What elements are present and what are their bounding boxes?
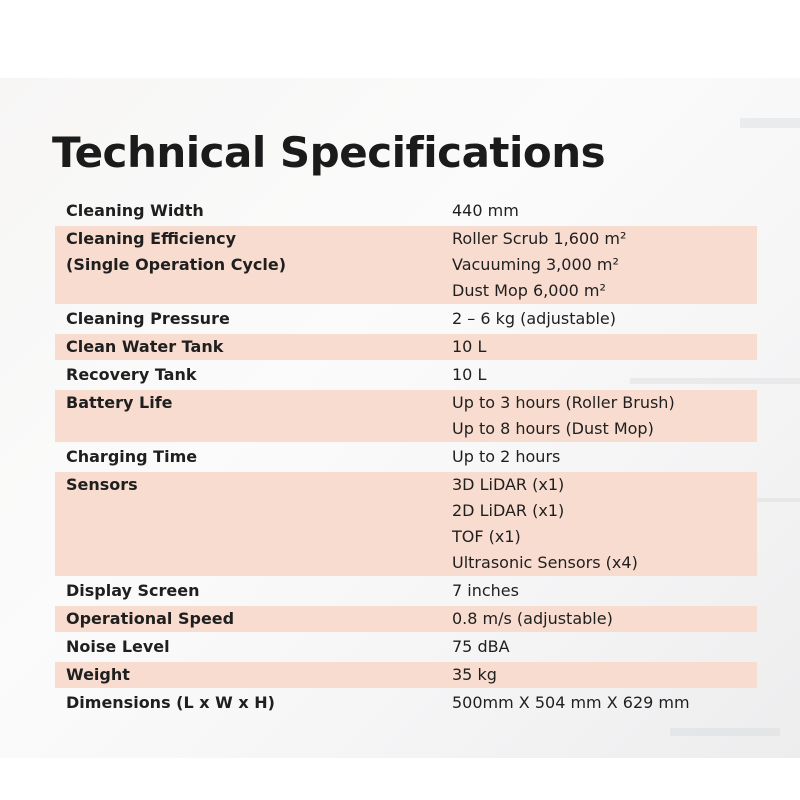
- spec-value: Up to 8 hours (Dust Mop): [452, 419, 654, 438]
- spec-label: [55, 662, 452, 688]
- spec-value: 440 mm: [452, 201, 519, 220]
- spec-value: Up to 2 hours: [452, 447, 561, 466]
- spec-value: Roller Scrub 1,600 m²: [452, 229, 627, 248]
- spec-value: TOF (x1): [452, 527, 521, 546]
- spec-label: [55, 198, 452, 224]
- spec-values: [452, 662, 757, 688]
- spec-values: [452, 472, 757, 576]
- spec-label-line: Recovery Tank: [66, 365, 197, 384]
- spec-row: [55, 362, 757, 388]
- spec-label-line: Cleaning Efficiency: [66, 229, 237, 248]
- spec-label-line: Clean Water Tank: [66, 337, 224, 356]
- background-decoration: [740, 118, 800, 128]
- spec-row: [55, 606, 757, 632]
- spec-label-line: Operational Speed: [66, 609, 235, 628]
- spec-label-line: (Single Operation Cycle): [66, 255, 287, 274]
- spec-row: [55, 334, 757, 360]
- spec-values: [452, 444, 757, 470]
- spec-values: [452, 226, 757, 304]
- spec-label: [55, 606, 452, 632]
- spec-label: [55, 690, 452, 716]
- spec-label: [55, 578, 452, 604]
- spec-values: [452, 198, 757, 224]
- spec-row: [55, 634, 757, 660]
- spec-value: 75 dBA: [452, 637, 510, 656]
- spec-label: [55, 390, 452, 442]
- spec-label-line: Cleaning Pressure: [66, 309, 230, 328]
- spec-value: Vacuuming 3,000 m²: [452, 255, 619, 274]
- spec-label-line: Noise Level: [66, 637, 170, 656]
- spec-label: [55, 444, 452, 470]
- spec-label: [55, 306, 452, 332]
- page-title: Technical Specifications: [52, 128, 606, 177]
- spec-label: [55, 226, 452, 304]
- spec-label-line: Dimensions (L x W x H): [66, 693, 275, 712]
- spec-value: 2D LiDAR (x1): [452, 501, 565, 520]
- spec-label-line: Sensors: [66, 475, 138, 494]
- spec-row: [55, 226, 757, 304]
- spec-value: 2 – 6 kg (adjustable): [452, 309, 617, 328]
- spec-value: 35 kg: [452, 665, 497, 684]
- spec-row: [55, 198, 757, 224]
- spec-row: [55, 472, 757, 576]
- spec-row: [55, 444, 757, 470]
- background-decoration: [670, 728, 780, 736]
- spec-values: [452, 606, 757, 632]
- spec-value: Dust Mop 6,000 m²: [452, 281, 606, 300]
- spec-label-line: Cleaning Width: [66, 201, 204, 220]
- spec-row: [55, 662, 757, 688]
- spec-values: [452, 690, 757, 716]
- spec-values: [452, 306, 757, 332]
- spec-value: 0.8 m/s (adjustable): [452, 609, 613, 628]
- spec-row: [55, 306, 757, 332]
- spec-row: [55, 390, 757, 442]
- spec-values: [452, 362, 757, 388]
- spec-label-line: Display Screen: [66, 581, 200, 600]
- spec-label-line: Charging Time: [66, 447, 198, 466]
- spec-row: [55, 690, 757, 716]
- spec-value: 7 inches: [452, 581, 519, 600]
- spec-label: [55, 634, 452, 660]
- spec-label: [55, 362, 452, 388]
- spec-value: Ultrasonic Sensors (x4): [452, 553, 638, 572]
- spec-values: [452, 634, 757, 660]
- spec-value: 3D LiDAR (x1): [452, 475, 565, 494]
- spec-value: Up to 3 hours (Roller Brush): [452, 393, 675, 412]
- spec-label: [55, 334, 452, 360]
- spec-values: [452, 390, 757, 442]
- spec-value: 10 L: [452, 365, 487, 384]
- spec-label-line: Battery Life: [66, 393, 173, 412]
- spec-value: 500mm X 504 mm X 629 mm: [452, 693, 690, 712]
- spec-label-line: Weight: [66, 665, 130, 684]
- spec-row: [55, 578, 757, 604]
- spec-values: [452, 578, 757, 604]
- spec-label: [55, 472, 452, 576]
- spec-value: 10 L: [452, 337, 487, 356]
- spec-values: [452, 334, 757, 360]
- spec-table: [55, 198, 757, 718]
